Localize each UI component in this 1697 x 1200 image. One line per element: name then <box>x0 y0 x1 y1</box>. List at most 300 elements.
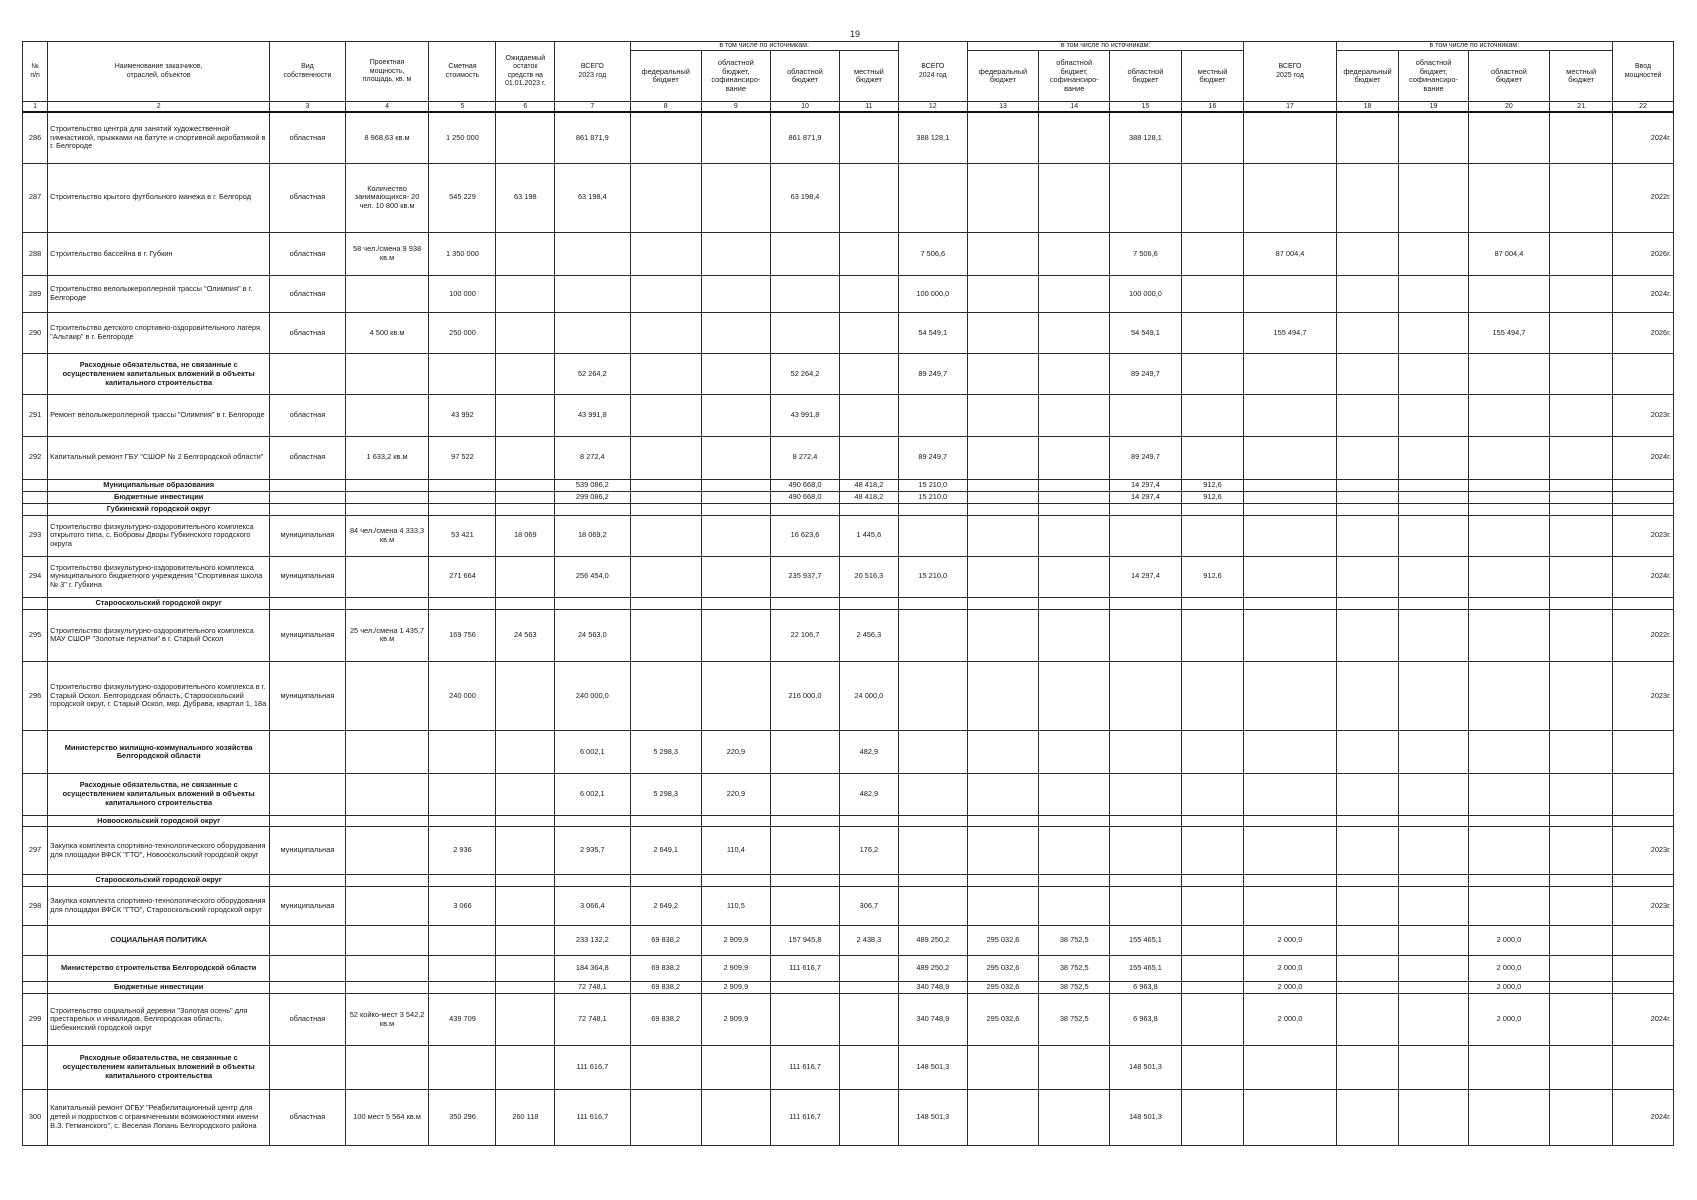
amount-cell-l24 <box>1181 232 1244 275</box>
column-number: 11 <box>840 102 899 113</box>
amount-cell-f24 <box>967 491 1038 503</box>
row-number-cell <box>23 503 48 515</box>
src-cofin-2024: областной бюджет, софинансиро- вание <box>1039 51 1110 102</box>
amount-cell-t23: 8 272,4 <box>555 436 630 479</box>
column-number: 1 <box>23 102 48 113</box>
amount-cell-t25 <box>1244 827 1336 875</box>
section-row <box>23 774 1674 815</box>
remainder-cell <box>496 232 555 275</box>
amount-cell-l23 <box>840 982 899 994</box>
section-name-cell: Расходные обязательства, не связанные с осуществлением капитальных вложений в объекты капитального строительства <box>48 774 270 815</box>
amount-cell-t23 <box>555 503 630 515</box>
row-number-cell: 293 <box>23 515 48 556</box>
capacity-cell <box>345 827 429 875</box>
amount-cell-r24: 155 465,1 <box>1110 956 1181 982</box>
remainder-cell <box>496 661 555 730</box>
remainder-cell <box>496 827 555 875</box>
amount-cell-l25 <box>1550 232 1613 275</box>
amount-cell-cf23 <box>701 661 770 730</box>
amount-cell-l24 <box>1181 163 1244 232</box>
amount-cell-f23 <box>630 815 701 827</box>
object-name-cell: Строительство центра для занятий художественной гимнастикой, прыжками на батуте и спортивной акробатикой в г. Белгороде <box>48 112 270 163</box>
commissioning-year-cell: 2023г. <box>1613 827 1674 875</box>
src-cofin-2023: областной бюджет, софинансиро- вание <box>701 51 770 102</box>
src-local-2024: местный бюджет <box>1181 51 1244 102</box>
amount-cell-t24: 100 000,0 <box>898 276 967 313</box>
section-name-cell: Бюджетные инвестиции <box>48 982 270 994</box>
estimate-cell: 97 522 <box>429 436 496 479</box>
row-number-cell: 290 <box>23 313 48 354</box>
row-number-cell <box>23 479 48 491</box>
amount-cell-f25 <box>1336 491 1399 503</box>
amount-cell-l24 <box>1181 436 1244 479</box>
amount-cell-r24 <box>1110 515 1181 556</box>
col-total-2024-header: ВСЕГО 2024 год <box>898 42 967 102</box>
section-name-cell: Бюджетные инвестиции <box>48 491 270 503</box>
amount-cell-t25: 155 494,7 <box>1244 313 1336 354</box>
commissioning-year-cell: 2023г. <box>1613 515 1674 556</box>
amount-cell-cf25 <box>1399 956 1468 982</box>
amount-cell-l23 <box>840 597 899 609</box>
amount-cell-t25 <box>1244 515 1336 556</box>
row-number-cell: 296 <box>23 661 48 730</box>
amount-cell-l23 <box>840 875 899 887</box>
amount-cell-cf25 <box>1399 112 1468 163</box>
amount-cell-cf23 <box>701 163 770 232</box>
amount-cell-r25 <box>1468 163 1550 232</box>
amount-cell-r23: 43 991,8 <box>770 395 839 436</box>
ownership-cell <box>270 926 345 956</box>
amount-cell-cf23: 2 909,9 <box>701 982 770 994</box>
amount-cell-r24: 388 128,1 <box>1110 112 1181 163</box>
amount-cell-l23: 482,9 <box>840 731 899 774</box>
amount-cell-f24 <box>967 887 1038 926</box>
amount-cell-r24: 7 506,6 <box>1110 232 1181 275</box>
amount-cell-r23: 52 264,2 <box>770 354 839 395</box>
ownership-cell: областная <box>270 232 345 275</box>
amount-cell-l25 <box>1550 827 1613 875</box>
ownership-cell <box>270 731 345 774</box>
amount-cell-r25 <box>1468 731 1550 774</box>
row-number-cell <box>23 774 48 815</box>
commissioning-year-cell <box>1613 982 1674 994</box>
amount-cell-r25 <box>1468 112 1550 163</box>
amount-cell-cf25 <box>1399 827 1468 875</box>
remainder-cell <box>496 815 555 827</box>
remainder-cell <box>496 731 555 774</box>
commissioning-year-cell <box>1613 926 1674 956</box>
amount-cell-r25: 2 000,0 <box>1468 982 1550 994</box>
object-name-cell: Закупка комплекта спортивно-технологического оборудования для площадки ВФСК "ГТО", Новооскольский городской округ <box>48 827 270 875</box>
column-number-row <box>23 102 1674 113</box>
commissioning-year-cell <box>1613 354 1674 395</box>
amount-cell-f23 <box>630 515 701 556</box>
amount-cell-f25 <box>1336 731 1399 774</box>
src-federal-2025: федеральный бюджет <box>1336 51 1399 102</box>
column-number: 16 <box>1181 102 1244 113</box>
remainder-cell: 24 563 <box>496 609 555 661</box>
amount-cell-t23: 299 086,2 <box>555 491 630 503</box>
amount-cell-cf25 <box>1399 1089 1468 1146</box>
amount-cell-r24 <box>1110 827 1181 875</box>
amount-cell-l23 <box>840 994 899 1046</box>
amount-cell-l23: 48 418,2 <box>840 491 899 503</box>
amount-cell-l23: 306,7 <box>840 887 899 926</box>
amount-cell-r25 <box>1468 503 1550 515</box>
capacity-cell <box>345 1046 429 1089</box>
src-federal-2024: федеральный бюджет <box>967 51 1038 102</box>
amount-cell-r24 <box>1110 163 1181 232</box>
table-row <box>23 827 1674 875</box>
page-number: 19 <box>850 29 861 39</box>
amount-cell-t24: 15 210,0 <box>898 491 967 503</box>
amount-cell-f24 <box>967 163 1038 232</box>
table-row <box>23 887 1674 926</box>
object-name-cell: Строительство физкультурно-оздоровительного комплекса МАУ СШОР "Золотые перчатки" в г. Старый Оскол <box>48 609 270 661</box>
amount-cell-r24: 6 963,8 <box>1110 982 1181 994</box>
amount-cell-t25 <box>1244 276 1336 313</box>
amount-cell-r23: 111 616,7 <box>770 1046 839 1089</box>
commissioning-year-cell: 2024г. <box>1613 556 1674 597</box>
amount-cell-l25 <box>1550 1046 1613 1089</box>
estimate-cell <box>429 731 496 774</box>
amount-cell-f24 <box>967 503 1038 515</box>
col-commissioning-header: Ввод мощностей <box>1613 42 1674 102</box>
commissioning-year-cell <box>1613 731 1674 774</box>
amount-cell-t23: 6 002,1 <box>555 731 630 774</box>
col-total-2023-header: ВСЕГО 2023 год <box>555 42 630 102</box>
amount-cell-t23: 233 132,2 <box>555 926 630 956</box>
amount-cell-l25 <box>1550 982 1613 994</box>
amount-cell-cf25 <box>1399 887 1468 926</box>
capacity-cell <box>345 661 429 730</box>
commissioning-year-cell: 2024г. <box>1613 1089 1674 1146</box>
amount-cell-f23: 69 838,2 <box>630 982 701 994</box>
amount-cell-t23 <box>555 232 630 275</box>
amount-cell-f23: 5 298,3 <box>630 774 701 815</box>
amount-cell-l25 <box>1550 609 1613 661</box>
amount-cell-t25: 87 004,4 <box>1244 232 1336 275</box>
amount-cell-l24 <box>1181 597 1244 609</box>
amount-cell-t24 <box>898 887 967 926</box>
amount-cell-cf25 <box>1399 276 1468 313</box>
amount-cell-r25 <box>1468 436 1550 479</box>
ownership-cell: областная <box>270 1089 345 1146</box>
commissioning-year-cell: 2026г. <box>1613 313 1674 354</box>
estimate-cell <box>429 875 496 887</box>
remainder-cell <box>496 395 555 436</box>
amount-cell-cf23 <box>701 491 770 503</box>
remainder-cell <box>496 994 555 1046</box>
amount-cell-cf24: 38 752,5 <box>1039 994 1110 1046</box>
estimate-cell <box>429 1046 496 1089</box>
amount-cell-r24 <box>1110 774 1181 815</box>
amount-cell-l25 <box>1550 112 1613 163</box>
estimate-cell <box>429 926 496 956</box>
amount-cell-f23 <box>630 479 701 491</box>
amount-cell-l23 <box>840 313 899 354</box>
amount-cell-l24 <box>1181 354 1244 395</box>
amount-cell-t23: 52 264,2 <box>555 354 630 395</box>
amount-cell-t25 <box>1244 1089 1336 1146</box>
amount-cell-cf24: 38 752,5 <box>1039 926 1110 956</box>
amount-cell-f25 <box>1336 276 1399 313</box>
amount-cell-l23 <box>840 232 899 275</box>
amount-cell-r25 <box>1468 774 1550 815</box>
estimate-cell <box>429 815 496 827</box>
amount-cell-l23 <box>840 1089 899 1146</box>
object-name-cell: Строительство физкультурно-оздоровительного комплекса в г. Старый Оскол. Белгородская область, Старооскольский городской округ, г. Старый Оскол, мкр. Дубрава, квартал 1, 18а <box>48 661 270 730</box>
amount-cell-l23 <box>840 354 899 395</box>
capacity-cell <box>345 956 429 982</box>
amount-cell-cf24 <box>1039 163 1110 232</box>
amount-cell-l25 <box>1550 956 1613 982</box>
amount-cell-l25 <box>1550 875 1613 887</box>
amount-cell-cf24 <box>1039 1089 1110 1146</box>
amount-cell-cf24 <box>1039 479 1110 491</box>
amount-cell-r24 <box>1110 875 1181 887</box>
amount-cell-l24 <box>1181 276 1244 313</box>
column-number: 18 <box>1336 102 1399 113</box>
amount-cell-cf25 <box>1399 1046 1468 1089</box>
amount-cell-cf23: 2 909,9 <box>701 994 770 1046</box>
remainder-cell <box>496 479 555 491</box>
row-number-cell: 288 <box>23 232 48 275</box>
amount-cell-cf24 <box>1039 661 1110 730</box>
sources-2025-header: в том числе по источникам: <box>1336 42 1613 51</box>
amount-cell-cf24 <box>1039 354 1110 395</box>
amount-cell-l24 <box>1181 994 1244 1046</box>
amount-cell-t25 <box>1244 112 1336 163</box>
amount-cell-t25 <box>1244 163 1336 232</box>
commissioning-year-cell: 2024г. <box>1613 276 1674 313</box>
column-number: 4 <box>345 102 429 113</box>
amount-cell-l25 <box>1550 479 1613 491</box>
amount-cell-f25 <box>1336 232 1399 275</box>
remainder-cell <box>496 774 555 815</box>
src-cofin-2025: областной бюджет, софинансиро- вание <box>1399 51 1468 102</box>
row-number-cell: 291 <box>23 395 48 436</box>
amount-cell-f25 <box>1336 1089 1399 1146</box>
amount-cell-f23: 2 649,2 <box>630 887 701 926</box>
amount-cell-t24 <box>898 503 967 515</box>
amount-cell-cf25 <box>1399 661 1468 730</box>
amount-cell-t24: 89 249,7 <box>898 436 967 479</box>
amount-cell-t23: 18 069,2 <box>555 515 630 556</box>
amount-cell-cf23: 110,4 <box>701 827 770 875</box>
section-name-cell: Муниципальные образования <box>48 479 270 491</box>
amount-cell-f24 <box>967 609 1038 661</box>
amount-cell-r25: 87 004,4 <box>1468 232 1550 275</box>
remainder-cell <box>496 276 555 313</box>
row-number-cell: 294 <box>23 556 48 597</box>
remainder-cell <box>496 887 555 926</box>
amount-cell-cf23 <box>701 609 770 661</box>
commissioning-year-cell <box>1613 1046 1674 1089</box>
amount-cell-cf24 <box>1039 609 1110 661</box>
amount-cell-l23 <box>840 1046 899 1089</box>
estimate-cell <box>429 982 496 994</box>
ownership-cell <box>270 956 345 982</box>
capacity-cell: 8 968,63 кв.м <box>345 112 429 163</box>
amount-cell-t24 <box>898 815 967 827</box>
amount-cell-t23: 240 000,0 <box>555 661 630 730</box>
section-row <box>23 731 1674 774</box>
table-row <box>23 276 1674 313</box>
amount-cell-f25 <box>1336 956 1399 982</box>
amount-cell-f24 <box>967 436 1038 479</box>
column-number: 13 <box>967 102 1038 113</box>
amount-cell-f25 <box>1336 982 1399 994</box>
amount-cell-r23 <box>770 276 839 313</box>
column-number: 21 <box>1550 102 1613 113</box>
amount-cell-cf23 <box>701 276 770 313</box>
amount-cell-f23 <box>630 661 701 730</box>
capacity-cell: Количество занимающихся- 20 чел. 10 800 кв.м <box>345 163 429 232</box>
amount-cell-f23 <box>630 232 701 275</box>
amount-cell-f24 <box>967 1046 1038 1089</box>
amount-cell-f23 <box>630 609 701 661</box>
amount-cell-r24 <box>1110 661 1181 730</box>
amount-cell-t25 <box>1244 354 1336 395</box>
amount-cell-cf25 <box>1399 556 1468 597</box>
amount-cell-cf24 <box>1039 774 1110 815</box>
amount-cell-f24 <box>967 354 1038 395</box>
amount-cell-f23 <box>630 163 701 232</box>
amount-cell-t24 <box>898 395 967 436</box>
commissioning-year-cell <box>1613 491 1674 503</box>
amount-cell-r25: 2 000,0 <box>1468 956 1550 982</box>
object-name-cell: Закупка комплекта спортивно-технологического оборудования для площадки ВФСК "ГТО", Старооскольский городской округ <box>48 887 270 926</box>
ownership-cell <box>270 774 345 815</box>
amount-cell-f25 <box>1336 875 1399 887</box>
amount-cell-l24: 912,6 <box>1181 491 1244 503</box>
row-number-cell <box>23 1046 48 1089</box>
amount-cell-t24: 54 549,1 <box>898 313 967 354</box>
object-name-cell: Капитальный ремонт ОГБУ "Реабилитационный центр для детей и подростков с ограниченными возможностями имени В.З. Гетманского", с. Веселая Лопань Белгородского района <box>48 1089 270 1146</box>
commissioning-year-cell <box>1613 815 1674 827</box>
amount-cell-t25: 2 000,0 <box>1244 994 1336 1046</box>
amount-cell-f24 <box>967 276 1038 313</box>
column-number: 19 <box>1399 102 1468 113</box>
amount-cell-f25 <box>1336 887 1399 926</box>
remainder-cell <box>496 556 555 597</box>
column-number: 14 <box>1039 102 1110 113</box>
amount-cell-r23: 235 937,7 <box>770 556 839 597</box>
ownership-cell: муниципальная <box>270 609 345 661</box>
amount-cell-cf24 <box>1039 597 1110 609</box>
capacity-cell <box>345 982 429 994</box>
amount-cell-r25: 155 494,7 <box>1468 313 1550 354</box>
amount-cell-t25: 2 000,0 <box>1244 926 1336 956</box>
amount-cell-t25 <box>1244 491 1336 503</box>
table-row <box>23 515 1674 556</box>
amount-cell-f23 <box>630 556 701 597</box>
sources-2024-header: в том числе по источникам: <box>967 42 1244 51</box>
amount-cell-t23: 861 871,9 <box>555 112 630 163</box>
amount-cell-r25 <box>1468 479 1550 491</box>
budget-table <box>22 41 1674 1146</box>
amount-cell-f25 <box>1336 515 1399 556</box>
object-name-cell: Строительство физкультурно-оздоровительного комплекса муниципального бюджетного учреждения "Спортивная школа № 3" г. Губкина <box>48 556 270 597</box>
ownership-cell <box>270 503 345 515</box>
amount-cell-f24 <box>967 556 1038 597</box>
amount-cell-f24 <box>967 661 1038 730</box>
amount-cell-l23: 2 456,3 <box>840 609 899 661</box>
amount-cell-cf25 <box>1399 926 1468 956</box>
capacity-cell <box>345 479 429 491</box>
capacity-cell <box>345 774 429 815</box>
amount-cell-r23: 16 623,6 <box>770 515 839 556</box>
object-name-cell: Строительство велолыжероллерной трассы "Олимпия" в г. Белгороде <box>48 276 270 313</box>
amount-cell-cf25 <box>1399 815 1468 827</box>
amount-cell-t25 <box>1244 436 1336 479</box>
amount-cell-r23 <box>770 982 839 994</box>
amount-cell-l25 <box>1550 491 1613 503</box>
amount-cell-l25 <box>1550 503 1613 515</box>
amount-cell-r24: 14 297,4 <box>1110 556 1181 597</box>
amount-cell-t23: 2 935,7 <box>555 827 630 875</box>
amount-cell-cf23 <box>701 515 770 556</box>
amount-cell-cf23 <box>701 112 770 163</box>
remainder-cell <box>496 926 555 956</box>
amount-cell-t25 <box>1244 1046 1336 1089</box>
amount-cell-f25 <box>1336 1046 1399 1089</box>
amount-cell-f25 <box>1336 815 1399 827</box>
amount-cell-r24: 89 249,7 <box>1110 436 1181 479</box>
ownership-cell: областная <box>270 395 345 436</box>
amount-cell-r23 <box>770 232 839 275</box>
row-number-cell: 295 <box>23 609 48 661</box>
commissioning-year-cell <box>1613 479 1674 491</box>
amount-cell-l25 <box>1550 597 1613 609</box>
table-row <box>23 313 1674 354</box>
amount-cell-cf24 <box>1039 556 1110 597</box>
amount-cell-f24 <box>967 479 1038 491</box>
amount-cell-t24: 15 210,0 <box>898 556 967 597</box>
amount-cell-r25 <box>1468 1046 1550 1089</box>
amount-cell-f25 <box>1336 774 1399 815</box>
estimate-cell: 100 000 <box>429 276 496 313</box>
capacity-cell <box>345 815 429 827</box>
section-row <box>23 1046 1674 1089</box>
amount-cell-t25 <box>1244 815 1336 827</box>
amount-cell-t23: 184 364,8 <box>555 956 630 982</box>
row-number-cell: 287 <box>23 163 48 232</box>
src-regional-2025: областной бюджет <box>1468 51 1550 102</box>
amount-cell-cf25 <box>1399 491 1468 503</box>
amount-cell-t24: 89 249,7 <box>898 354 967 395</box>
estimate-cell: 271 664 <box>429 556 496 597</box>
amount-cell-l25 <box>1550 436 1613 479</box>
amount-cell-cf25 <box>1399 609 1468 661</box>
remainder-cell <box>496 875 555 887</box>
capacity-cell <box>345 503 429 515</box>
section-row <box>23 815 1674 827</box>
commissioning-year-cell: 2022г. <box>1613 609 1674 661</box>
amount-cell-cf25 <box>1399 731 1468 774</box>
amount-cell-r23: 22 106,7 <box>770 609 839 661</box>
remainder-cell <box>496 1046 555 1089</box>
amount-cell-cf23: 110,5 <box>701 887 770 926</box>
amount-cell-r23: 216 000,0 <box>770 661 839 730</box>
table-row <box>23 395 1674 436</box>
amount-cell-f25 <box>1336 827 1399 875</box>
table-row <box>23 994 1674 1046</box>
commissioning-year-cell: 2024г. <box>1613 994 1674 1046</box>
amount-cell-t23 <box>555 276 630 313</box>
capacity-cell <box>345 354 429 395</box>
